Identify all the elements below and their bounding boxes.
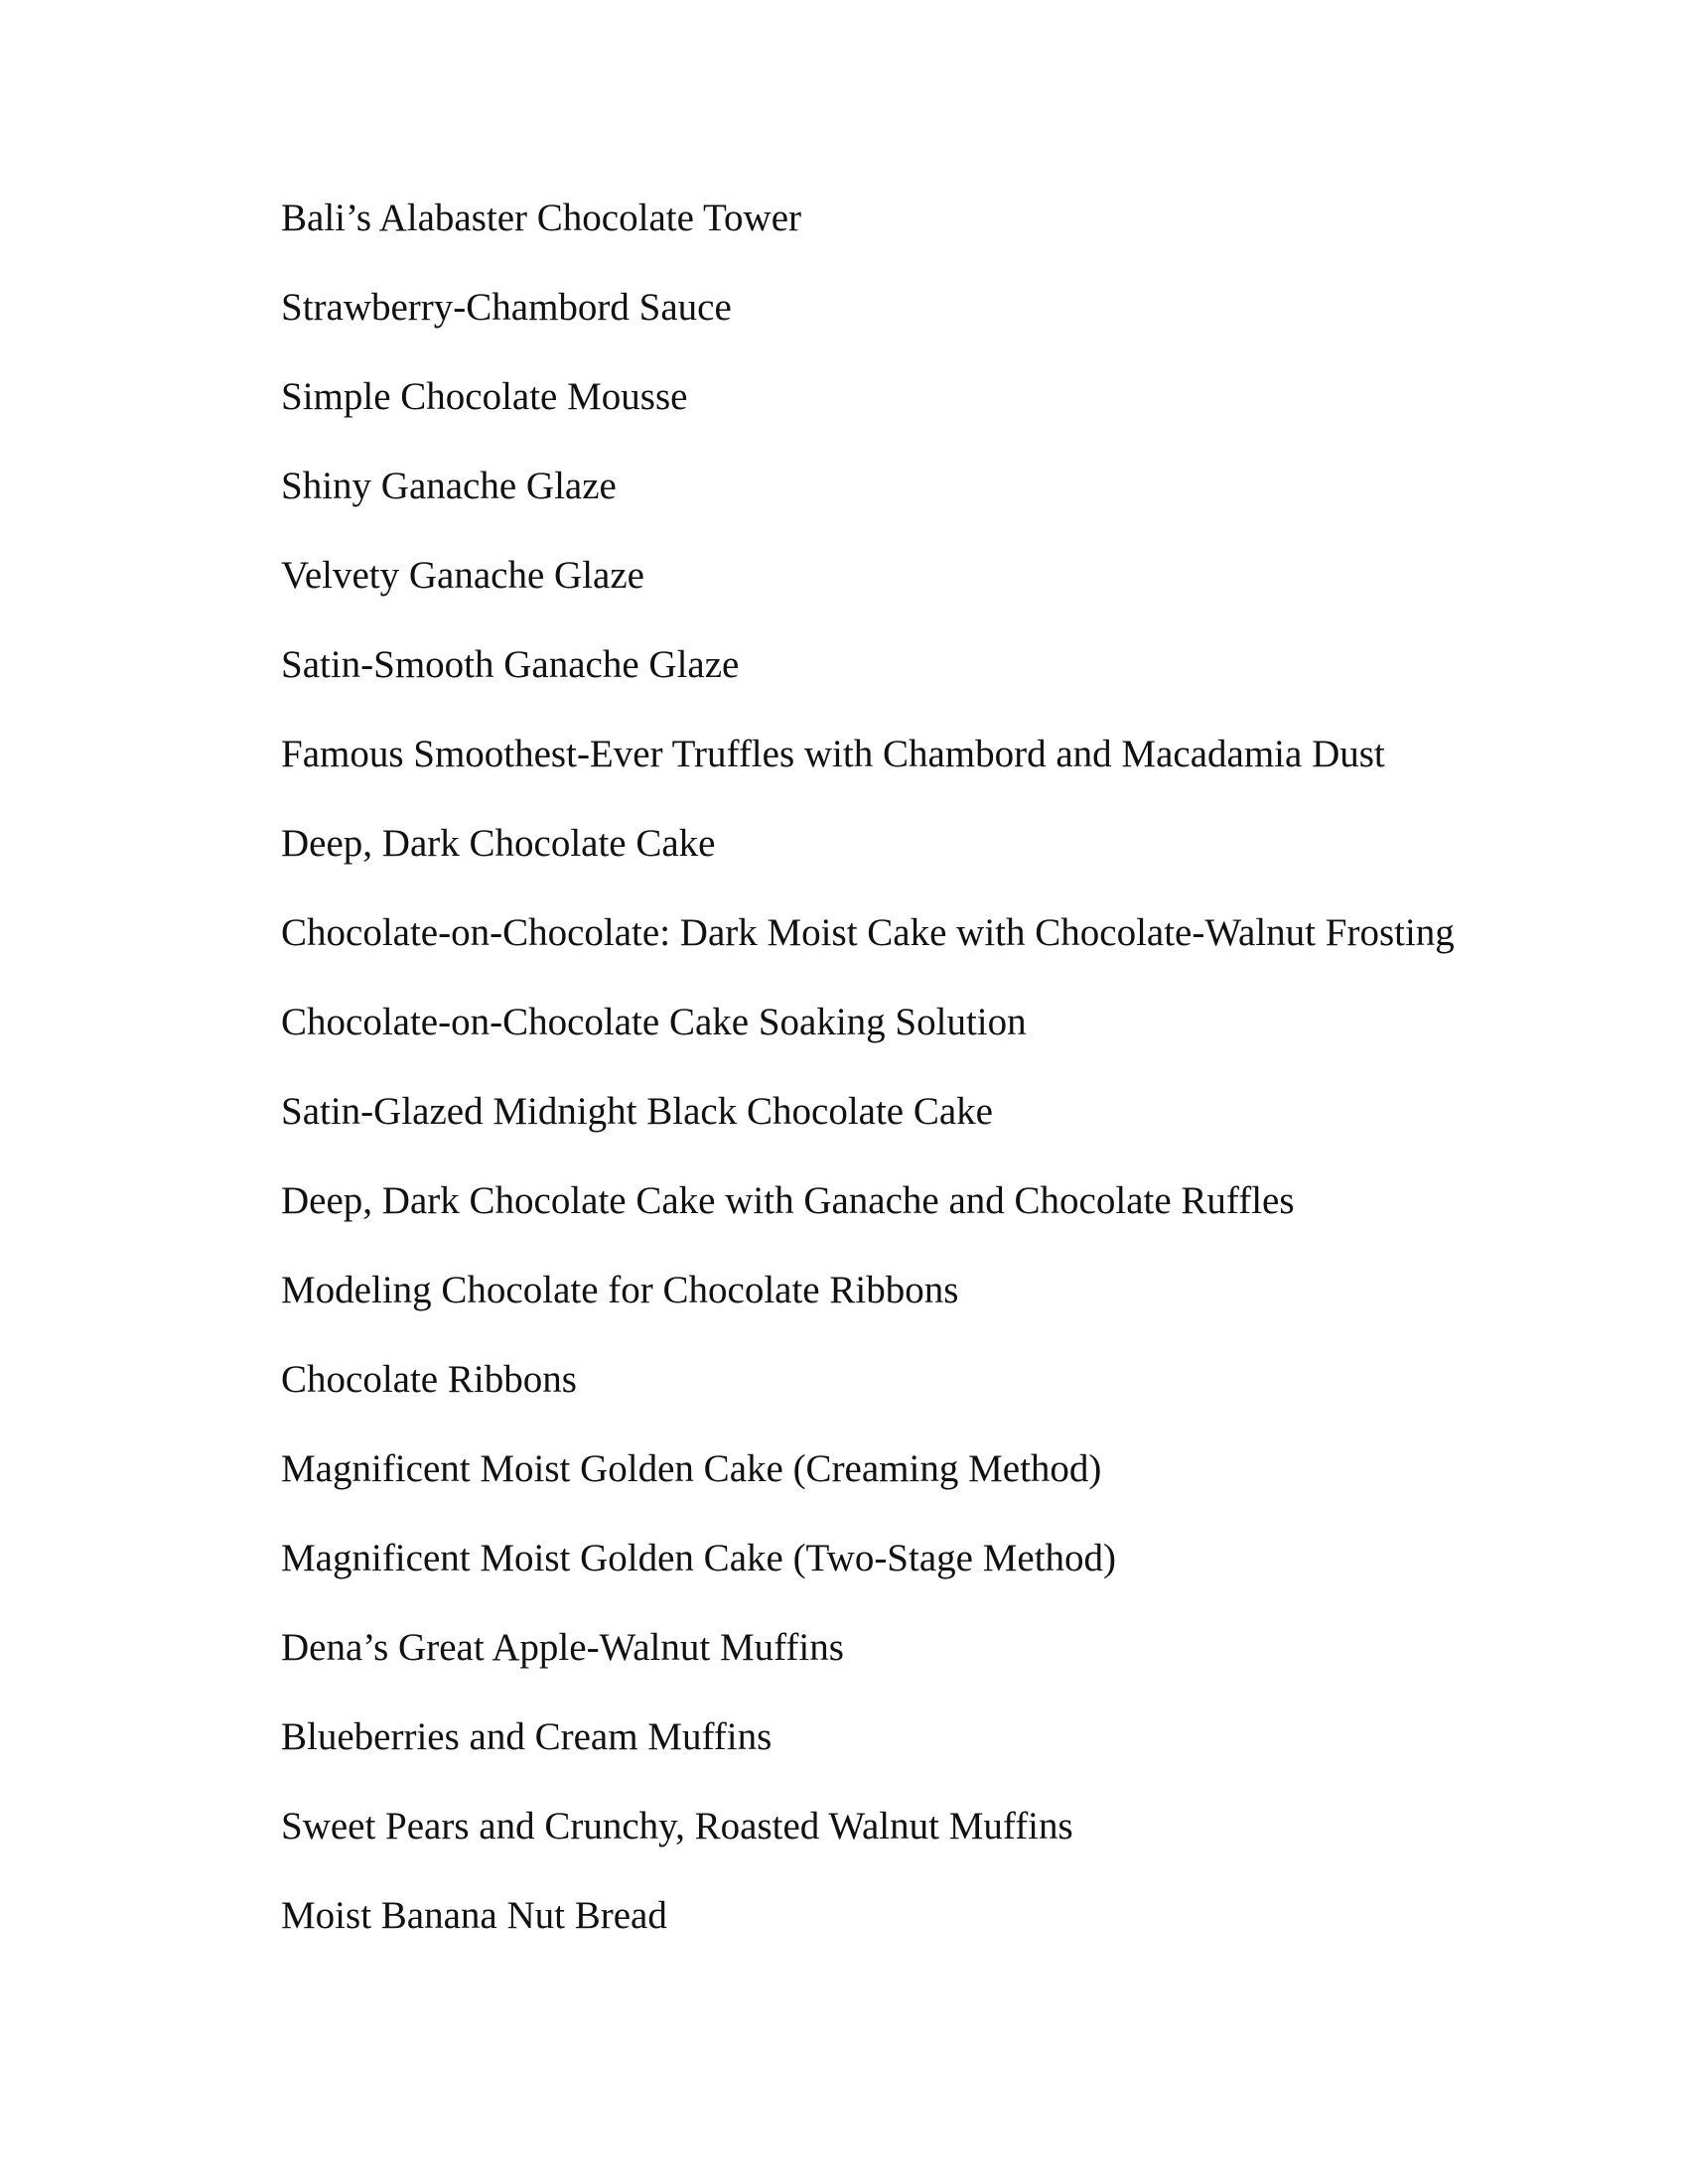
recipe-title: Satin-Smooth Ganache Glaze: [281, 643, 740, 686]
recipe-title: Magnificent Moist Golden Cake (Two-Stage Method): [281, 1537, 1117, 1579]
recipe-title: Satin-Glazed Midnight Black Chocolate Cake: [281, 1090, 993, 1133]
recipe-title: Chocolate-on-Chocolate Cake Soaking Solution: [281, 1001, 1027, 1043]
recipe-title: Strawberry-Chambord Sauce: [281, 286, 732, 329]
recipe-title: Chocolate Ribbons: [281, 1358, 577, 1401]
recipe-title: Sweet Pears and Crunchy, Roasted Walnut Muffins: [281, 1805, 1073, 1847]
recipe-list: [281, 195, 1522, 1981]
recipe-title: Bali’s Alabaster Chocolate Tower: [281, 197, 802, 239]
recipe-title: Shiny Ganache Glaze: [281, 465, 617, 507]
recipe-title: Modeling Chocolate for Chocolate Ribbons: [281, 1269, 959, 1311]
recipe-title: Moist Banana Nut Bread: [281, 1894, 667, 1937]
recipe-title: Dena’s Great Apple-Walnut Muffins: [281, 1626, 844, 1669]
recipe-title: Velvety Ganache Glaze: [281, 554, 644, 597]
recipe-title: Blueberries and Cream Muffins: [281, 1715, 773, 1758]
recipe-title: Magnificent Moist Golden Cake (Creaming Method): [281, 1447, 1102, 1490]
recipe-title: Deep, Dark Chocolate Cake with Ganache and Chocolate Ruffles: [281, 1179, 1295, 1222]
recipe-title: Simple Chocolate Mousse: [281, 375, 688, 418]
recipe-title: Famous Smoothest-Ever Truffles with Chambord and Macadamia Dust: [281, 733, 1385, 775]
recipe-title: Deep, Dark Chocolate Cake: [281, 822, 716, 865]
recipe-title: Chocolate-on-Chocolate: Dark Moist Cake with Chocolate-Walnut Frosting: [281, 911, 1455, 954]
